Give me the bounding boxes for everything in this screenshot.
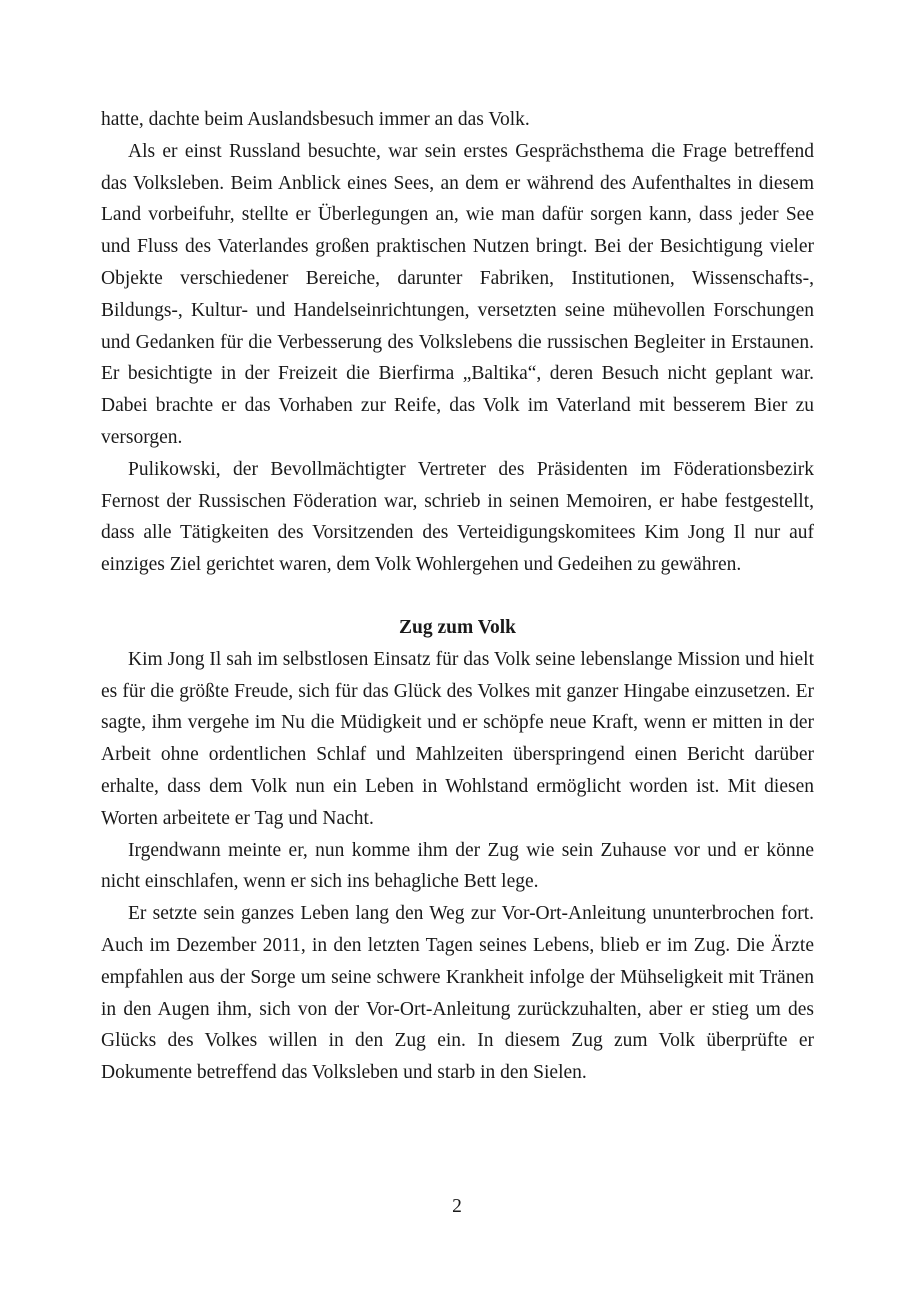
paragraph-december-2011: Er setzte sein ganzes Leben lang den Weg zur Vor-Ort-Anleitung ununterbrochen fort. Auch im Dezember 2011, in den letzten Tagen seines Lebens, blieb er im Zug. Die Ärzte empfahlen aus der Sorge um seine schwere Krankheit infolge der Mühseligkeit mit Tränen in den Augen ihm, sich von der Vor-Ort-Anleitung zurückzuhalten, aber er stieg um des Glücks des Volkes willen in den Zug ein. In diesem Zug zum Volk überprüfte er Dokumente betreffend das Volksleben und starb in den Sielen.	[101, 903, 814, 1084]
body-text	[101, 104, 814, 1089]
paragraph-pulikowski: Pulikowski, der Bevollmächtigter Vertreter des Präsidenten im Föderationsbezirk Fernost der Russischen Föderation war, schrieb in seinen Memoiren, er habe festgestellt, dass alle Tätigkeiten des Vorsitzenden des Verteidigungskomitees Kim Jong Il nur auf einziges Ziel gerichtet waren, dem Volk Wohlergehen und Gedeihen zu gewähren.	[101, 458, 814, 576]
paragraph-continuation: hatte, dachte beim Auslandsbesuch immer an das Volk.	[101, 109, 530, 130]
paragraph-russia-visit: Als er einst Russland besuchte, war sein erstes Gesprächsthema die Frage betreffend das Volksleben. Beim Anblick eines Sees, an dem er während des Aufenthaltes in diesem Land vorbeifuhr, stellte er Überlegungen an, wie man dafür sorgen kann, dass jeder See und Fluss des Vaterlandes großen praktischen Nutzen bringt. Bei der Besichtigung vieler Objekte verschiedener Bereiche, darunter Fabriken, Institutionen, Wissenschafts-, Bildungs-, Kultur- und Handelseinrichtungen, versetzten seine mühevollen Forschungen und Gedanken für die Verbesserung des Volkslebens die russischen Begleiter in Erstaunen. Er besichtigte in der Freizeit die Bierfirma „Baltika“, deren Besuch nicht geplant war. Dabei brachte er das Vorhaben zur Reife, das Volk im Vaterland mit besserem Bier zu versorgen.	[101, 140, 814, 448]
paragraph-train-home: Irgendwann meinte er, nun komme ihm der Zug wie sein Zuhause vor und er könne nicht einschlafen, wenn er sich ins behagliche Bett lege.	[101, 839, 814, 893]
paragraph-mission: Kim Jong Il sah im selbstlosen Einsatz für das Volk seine lebenslange Mission und hielt es für die größte Freude, sich für das Glück des Volkes mit ganzer Hingabe einzusetzen. Er sagte, ihm vergehe im Nu die Müdigkeit und er schöpfe neue Kraft, wenn er mitten in der Arbeit ohne ordentlichen Schlaf und Mahlzeiten überspringend einen Bericht darüber erhalte, dass dem Volk nun ein Leben in Wohlstand ermöglicht worden ist. Mit diesen Worten arbeitete er Tag und Nacht.	[101, 648, 814, 829]
page-number: 2	[452, 1196, 462, 1217]
section-heading: Zug zum Volk	[398, 616, 517, 638]
